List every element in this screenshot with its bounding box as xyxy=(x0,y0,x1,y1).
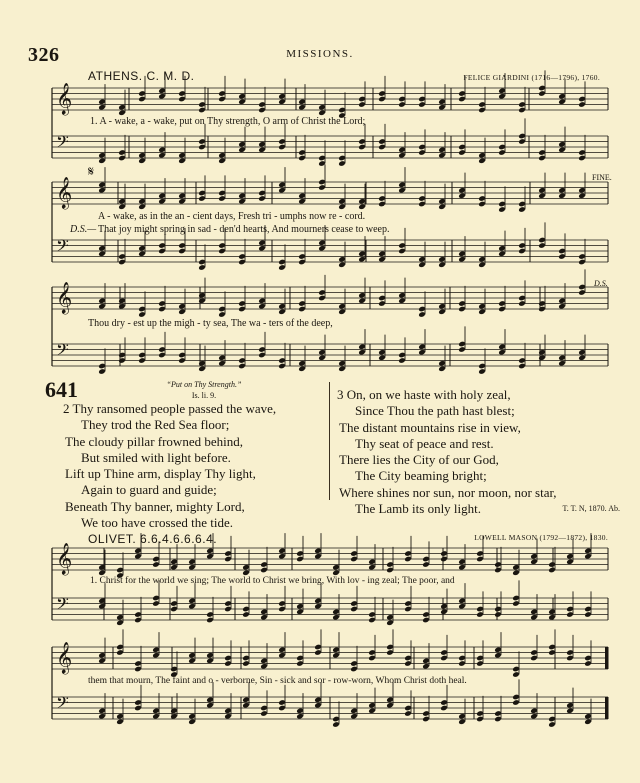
stanza-2-line: We too have crossed the tide. xyxy=(81,515,234,531)
stanza-2-line: But smiled with light before. xyxy=(81,449,231,465)
lyric-olivet-line2: them that mourn, The faint and o - verborne, Sin - sick and sor - row-worn, Whom Christ doth heal. xyxy=(88,676,467,686)
bass-clef: 𝄢 xyxy=(56,132,69,156)
hymn-author: T. T. N, 1870. Ab. xyxy=(562,504,620,513)
bass-clef: 𝄢 xyxy=(56,594,69,618)
stanza-3-line: The City beaming bright; xyxy=(355,468,487,484)
stanza-2-line: Again to guard and guide; xyxy=(81,482,217,498)
stanza-3-line: The distant mountains rise in view, xyxy=(339,419,521,435)
page-number: 326 xyxy=(28,44,60,66)
stanza-2-line: 2 Thy ransomed people passed the wave, xyxy=(63,401,277,416)
lyric-athens-line1: 1. A - wake, a - wake, put on Thy strength, O arm of Christ the Lord; xyxy=(90,116,366,127)
lyric-athens-line3: Thou dry - est up the migh - ty sea, The wa - ters of the deep, xyxy=(88,318,333,329)
tune-name-olivet: OLIVET. 6.6.4.6.6.6.4. xyxy=(88,532,218,546)
final-bar xyxy=(605,697,608,719)
lyric-athens-line2b: That joy might spring in sad - den'd hearts, And mourners cease to weep. xyxy=(98,224,390,235)
treble-clef: 𝄞 xyxy=(56,641,73,674)
final-bar xyxy=(605,647,608,669)
segno-mark: 𝄋 xyxy=(88,165,95,180)
stanza-3-line: Where shines nor sun, nor moon, nor star, xyxy=(339,484,557,500)
stanza-2-line: Beneath Thy banner, mighty Lord, xyxy=(65,498,245,514)
composer-athens: FELICE GIARDINI (1716—1796), 1760. xyxy=(463,73,600,82)
running-header: MISSIONS. xyxy=(286,48,354,60)
stanza-3-line: Thy seat of peace and rest. xyxy=(355,435,494,451)
treble-clef: 𝄞 xyxy=(56,176,73,209)
ds-mark: D.S. xyxy=(594,279,608,288)
stanza-3-line: 3 On, on we haste with holy zeal, xyxy=(337,387,511,402)
bass-clef: 𝄢 xyxy=(56,340,69,364)
fine-mark: FINE. xyxy=(592,173,612,182)
ds-label: D.S.— xyxy=(70,224,97,235)
stanza-3-line: Since Thou the path hast blest; xyxy=(355,403,515,419)
stanza-3-line: There lies the City of our God, xyxy=(339,452,499,468)
treble-clef: 𝄞 xyxy=(56,542,73,575)
stanza-2-line: They trod the Red Sea floor; xyxy=(81,417,230,433)
stanza-2 xyxy=(63,401,276,531)
stanza-3-line: The Lamb its only light. xyxy=(355,501,482,517)
hymn-scripture-ref: Is. li. 9. xyxy=(191,391,217,400)
stanza-2-line: Lift up Thine arm, display Thy light, xyxy=(65,466,256,482)
lyric-olivet-line1: 1. Christ for the world we sing; The world to Christ we bring, With lov - ing zeal; The poor, and xyxy=(90,576,455,586)
bass-clef: 𝄢 xyxy=(56,693,69,717)
treble-clef: 𝄞 xyxy=(56,281,73,314)
lyric-athens-line2a: A - wake, as in the an - cient days, Fresh tri - umphs now re - cord. xyxy=(98,211,366,222)
treble-clef: 𝄞 xyxy=(56,82,73,115)
composer-olivet: LOWELL MASON (1792—1872), 1830. xyxy=(474,533,608,542)
stanza-2-line: The cloudy pillar frowned behind, xyxy=(65,433,243,449)
hymn-number: 641 xyxy=(45,377,78,402)
tune-name-athens: ATHENS. C. M. D. xyxy=(88,69,195,83)
bass-clef: 𝄢 xyxy=(56,236,69,260)
column-divider xyxy=(329,382,330,500)
stanza-3 xyxy=(337,387,557,517)
hymn-title: “Put on Thy Strength.” xyxy=(166,380,242,389)
